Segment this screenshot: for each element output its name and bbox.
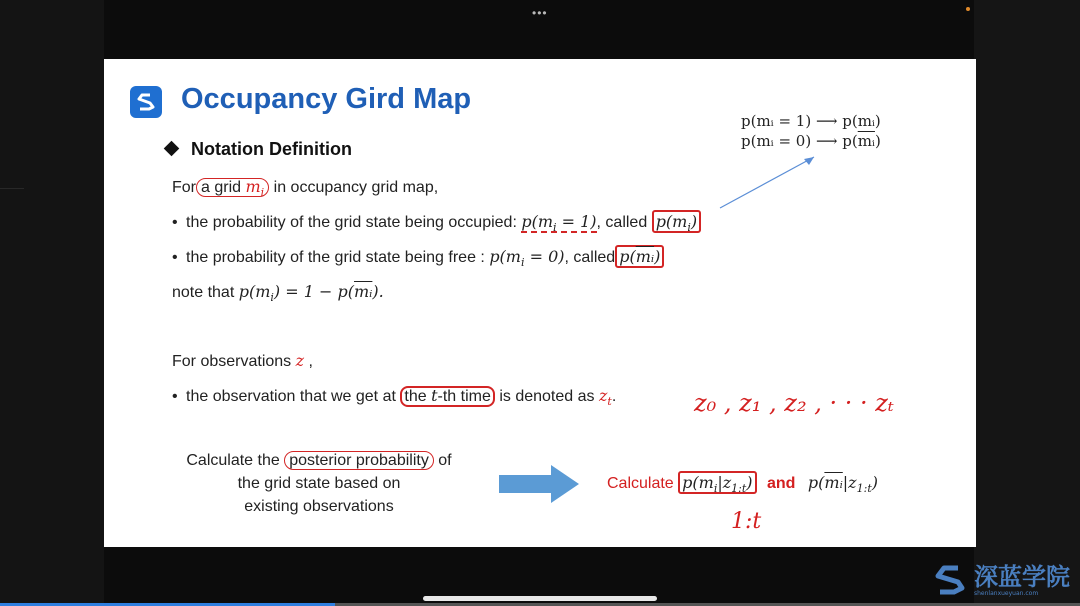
- slide: [104, 59, 976, 547]
- slide-logo-icon: [130, 86, 162, 118]
- calc-formula: Calculate $p(m_i|z_{1:t})$ and $p(\overline{mᵢ}|z_{1:t})$: [607, 473, 878, 496]
- bullet-observation: • the observation that we get at the t-th time is denoted as $z_t$.: [172, 386, 617, 409]
- left-edge-mark: ————: [0, 186, 24, 192]
- brand-watermark: [932, 562, 1070, 598]
- home-indicator[interactable]: [423, 596, 657, 601]
- note-line: note that $p(m_i) = 1 - p(\overline{mᵢ})$.: [172, 282, 384, 305]
- bullet-free: • the probability of the grid state being free : $p(m_i = 0)$, called $p(\overline{mᵢ})$: [172, 247, 664, 269]
- mapping-free: p(mᵢ = 0) ⟶ $p(\overline{mᵢ})$: [741, 132, 881, 150]
- section-heading: [166, 139, 352, 160]
- diamond-bullet-icon: [164, 141, 180, 157]
- mapping-occupied: p(mᵢ = 1) ⟶ p(mᵢ): [741, 112, 881, 130]
- observations-line: For observations z ,: [172, 351, 313, 370]
- annotation-arrow: [716, 151, 821, 213]
- handwritten-z-sequence: z₀ , z₁ , z₂ , · · · zₜ: [694, 389, 894, 417]
- section-label: Notation Definition: [191, 139, 352, 159]
- bullet-occupied: • the probability of the grid state being occupied: $p(m_i = 1)$, called $p(m_i)$: [172, 212, 701, 234]
- more-options-icon[interactable]: •••: [532, 6, 548, 20]
- brand-name: 深蓝学院: [974, 562, 1070, 591]
- intro-line: For a grid $m_i$ in occupancy grid map,: [172, 177, 439, 200]
- brand-logo-icon: [932, 562, 968, 598]
- handwritten-1t: 1:t: [731, 509, 762, 534]
- recording-indicator: [966, 7, 970, 11]
- left-panel: [0, 0, 104, 606]
- right-panel: [974, 0, 1080, 606]
- slide-title: Occupancy Gird Map: [181, 83, 472, 115]
- brand-url: shenlanxueyuan.com: [974, 589, 1039, 597]
- formula-mapping: [741, 111, 881, 151]
- right-arrow-icon: [499, 465, 581, 503]
- calc-description: Calculate the posterior probability of the grid state based on existing observations: [186, 452, 452, 515]
